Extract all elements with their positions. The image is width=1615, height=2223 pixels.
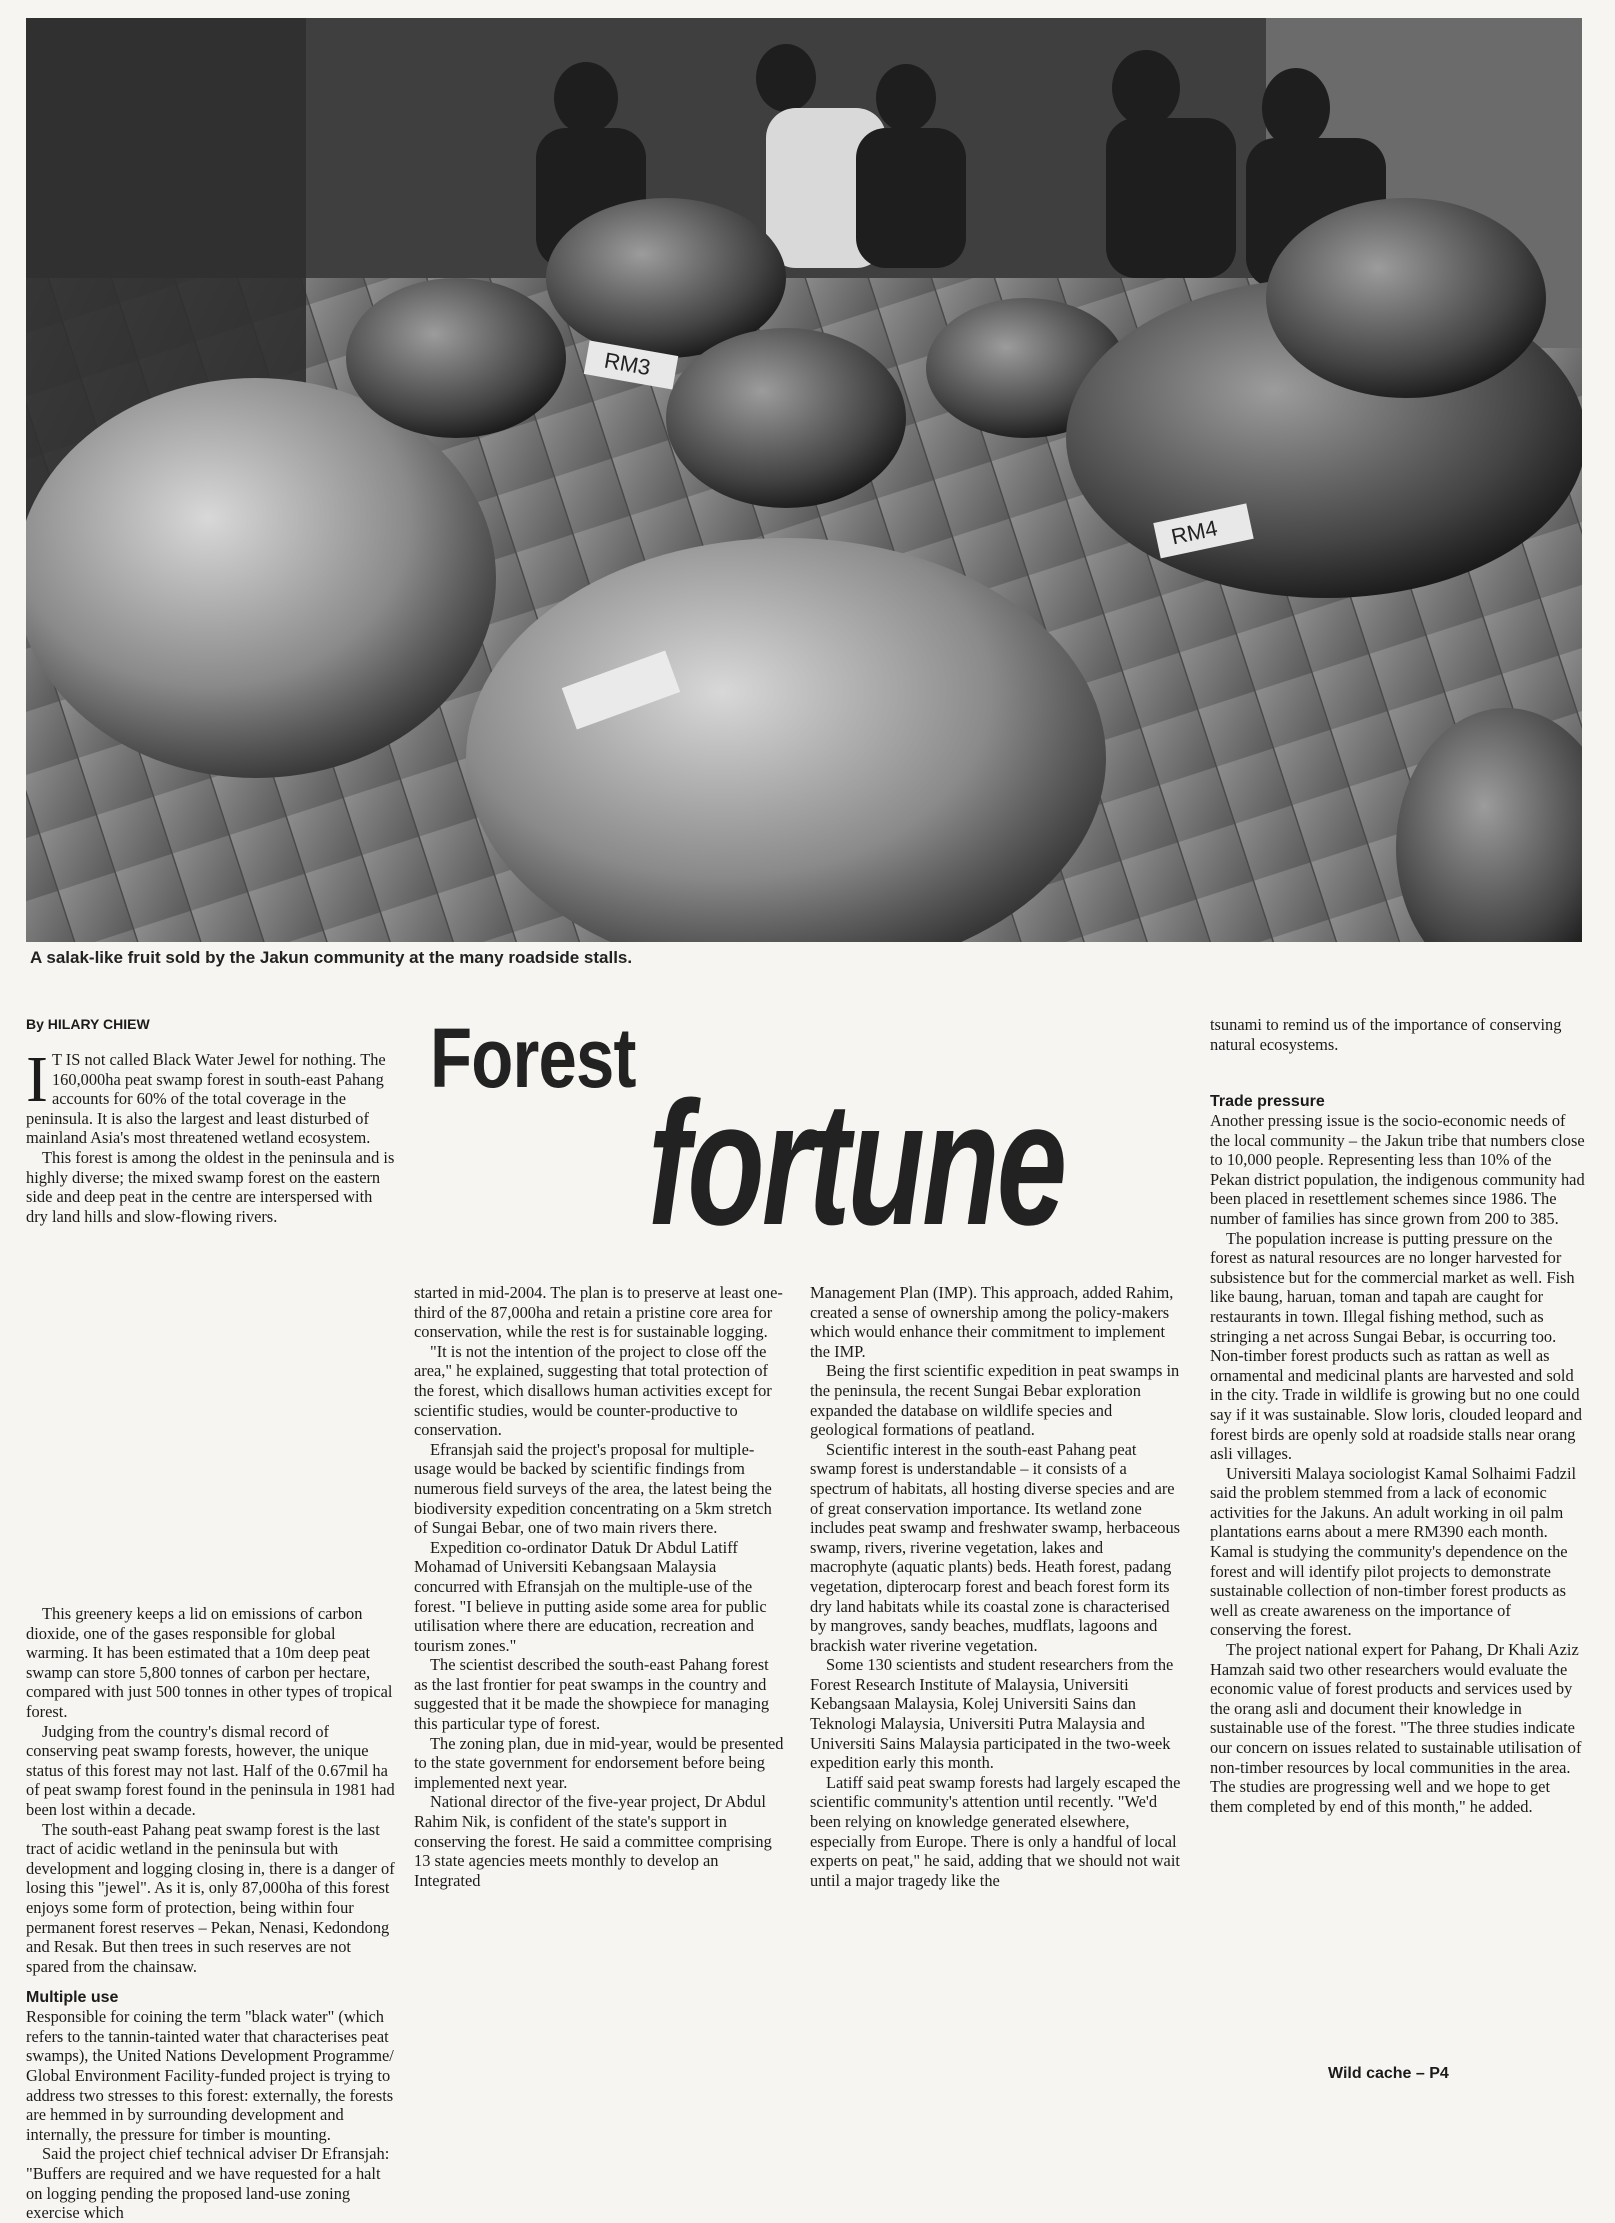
paragraph: The population increase is putting pressure on the forest as natural resources are no longer harvested for subsistence but for the commercial market as well. Fish like baung, haruan, toman and tapah are caught for restaurants in town. Illegal fishing method, such as stringing a net across Sungai Bebar, is occurring too. Non-timber forest products such as rattan as well as ornamental and medicinal plants are harvested and sold in the city. Trade in wildlife is growing but no one could say if it was sustainable. Slow loris, clouded leopard and forest birds are openly sold at roadside stalls near orang asli villages. (1210, 1228, 1582, 1464)
paragraph: tsunami to remind us of the importance of conserving natural ecosystems. (1210, 1015, 1562, 1054)
paragraph: I T IS not called Black Water Jewel for nothing. The 160,000ha peat swamp forest in south-east Pahang accounts for 60% of the total coverage in the peninsula. It is also the largest and least disturbed of mainland Asia's most threatened wetland ecosystem. (26, 1043, 386, 1148)
price-tag-rm4: RM4 (1168, 515, 1220, 550)
subheading-trade-pressure: Trade pressure (1210, 1093, 1325, 1110)
column-3 (810, 1283, 1182, 1890)
paragraph: This forest is among the oldest in the peninsula and is highly diverse; the mixed swamp forest on the eastern side and deep peat in the centre are interspersed with dry land hills and slow-flowing rivers. (26, 1147, 395, 1226)
paragraph: The south-east Pahang peat swamp forest is the last tract of acidic wetland in the peninsula but with development and logging closing in, there is a danger of losing this "jewel". As it is, only 87,000ha of this forest enjoys some form of protection, being within four permanent forest reserves – Pekan, Nenasi, Kedondong and Resak. But then trees in such reserves are not spared from the chainsaw. (26, 1819, 395, 1976)
column-4 (1210, 1080, 1585, 1816)
paragraph: This greenery keeps a lid on emissions of carbon dioxide, one of the gases responsible for global warming. It has been estimated that a 10m deep peat swamp can store 5,800 tonnes of carbon per hectare, compared with just 500 tonnes in other types of tropical forest. (26, 1604, 393, 1721)
paragraph: Expedition co-ordinator Datuk Dr Abdul Latiff Mohamad of Universiti Kebangsaan Malaysia concurred with Efransjah on the multiple-use of the forest. "I believe in putting aside some area for public utilisation where there are education, recreation and tourism zones." (414, 1537, 767, 1655)
byline: By HILARY CHIEW (26, 1016, 150, 1032)
headline (420, 1010, 1200, 1280)
column-1-bottom (26, 1604, 396, 2223)
photo-caption: A salak-like fruit sold by the Jakun community at the many roadside stalls. (30, 948, 633, 967)
continued-reference: Wild cache – P4 (1328, 2065, 1449, 2082)
paragraph: Universiti Malaya sociologist Kamal Solhaimi Fadzil said the problem stemmed from a lack of economic activities for the Jakuns. An adult working in oil palm plantations earns about a mere RM390 each month. Kamal is studying the community's dependence on the forest and will identify pilot projects to demonstrate sustainable collection of non-timber forest products as well as create awareness on the importance of conserving the forest. (1210, 1463, 1577, 1640)
headline-word-fortune: fortune (648, 1066, 1065, 1262)
paragraph: Management Plan (IMP). This approach, added Rahim, created a sense of ownership among the policy-makers which would enhance their commitment to implement the IMP. (810, 1283, 1174, 1361)
paragraph: The project national expert for Pahang, Dr Khali Aziz Hamzah said two other researchers would evaluate the economic value of forest products and services used by the orang asli and document their knowledge in sustainable use of the forest. "The three studies indicate our concern on issues related to sustainable utilisation of non-timber resources by local communities in the area. The studies are progressing well and we hope to get them completed by end of this month," he added. (1210, 1640, 1582, 1816)
paragraph: Judging from the country's dismal record of conserving peat swamp forests, however, the unique status of this forest may not last. Half of the 0.67mil ha of peat swamp forest found in the peninsula in 1981 had been lost within a decade. (26, 1721, 395, 1819)
article-photo (26, 18, 1582, 942)
paragraph: Scientific interest in the south-east Pahang peat swamp forest is understandable – it consists of a spectrum of habitats, all hosting diverse species and are of great conservation importance. Its wetland zone includes peat swamp and freshwater swamp, herbaceous swamp, rivers, riverine vegetation, lakes and macrophyte (aquatic plants) beds. Heath forest, padang vegetation, dipterocarp forest and beach forest form its dry land habitats while its coastal zone is characterised by mangroves, sandy beaches, mudflats, lagoons and brackish water riverine vegetation. (810, 1439, 1181, 1655)
column-2 (414, 1283, 784, 1890)
column-1-top (26, 1043, 396, 1226)
paragraph: Responsible for coining the term "black water" (which refers to the tannin-tainted water that characterises peat swamps), the United Nations Development Programme/ Global Environment Facility-funded project is trying to address two stresses to this forest: externally, the forests are hemmed in by surrounding development and internally, the pressure for timber is mounting. (26, 2007, 394, 2144)
paragraph: The scientist described the south-east Pahang forest as the last frontier for peat swamps in the country and suggested that it be made the showpiece for managing this particular type of forest. (414, 1655, 770, 1734)
paragraph: Some 130 scientists and student researchers from the Forest Research Institute of Malaysia, Universiti Kebangsaan Malaysia, Kolej Universiti Sains dan Teknologi Malaysia, Universiti Putra Malaysia and Universiti Sains Malaysia participated in the two-week expedition early this month. (810, 1655, 1174, 1773)
subheading-multiple-use: Multiple use (26, 1989, 119, 2007)
column-4-top (1210, 1015, 1585, 1054)
fruit-stall-photo (26, 18, 1582, 942)
paragraph: Being the first scientific expedition in peat swamps in the peninsula, the recent Sungai Bebar exploration expanded the database on wildlife species and geological formations of peatland. (810, 1361, 1180, 1440)
paragraph: Said the project chief technical adviser Dr Efransjah: "Buffers are required and we have requested for a halt on logging pending the proposed land-use zoning exercise which (26, 2144, 390, 2223)
paragraph: Another pressing issue is the socio-economic needs of the local community – the Jakun tribe that numbers close to 10,000 people. Representing less than 10% of the Pekan district population, the indigenous community had been placed in resettlement schemes since 1986. The number of families has since grown from 200 to 385. (1210, 1111, 1585, 1228)
price-tag-rm3: RM3 (602, 347, 653, 381)
drop-cap: I (26, 1043, 48, 1116)
paragraph: Efransjah said the project's proposal for multiple-usage would be backed by scientific findings from numerous field surveys of the area, the latest being the biodiversity expedition concentrating on a 5km stretch of Sungai Bebar, one of two main rivers there. (414, 1439, 772, 1538)
paragraph: Latiff said peat swamp forests had largely escaped the scientific community's attention until recently. "We'd been relying on knowledge generated elsewhere, especially from Europe. There is only a handful of local experts on peat," he said, adding that we should not wait until a major tragedy like the (810, 1772, 1181, 1890)
headline-word-forest: Forest (430, 1011, 636, 1105)
paragraph: The zoning plan, due in mid-year, would be presented to the state government for endorsement before being implemented next year. (414, 1733, 784, 1792)
paragraph: "It is not the intention of the project to close off the area," he explained, suggesting that total protection of the forest, which disallows human activities except for scientific studies, would be counter-productive to conservation. (414, 1341, 772, 1440)
paragraph: started in mid-2004. The plan is to preserve at least one-third of the 87,000ha and retain a pristine core area for conservation, while the rest is for sustainable logging. (414, 1283, 783, 1342)
paragraph: National director of the five-year project, Dr Abdul Rahim Nik, is confident of the state's support in conserving the forest. He said a committee comprising 13 state agencies meets monthly to develop an Integrated (414, 1792, 772, 1890)
